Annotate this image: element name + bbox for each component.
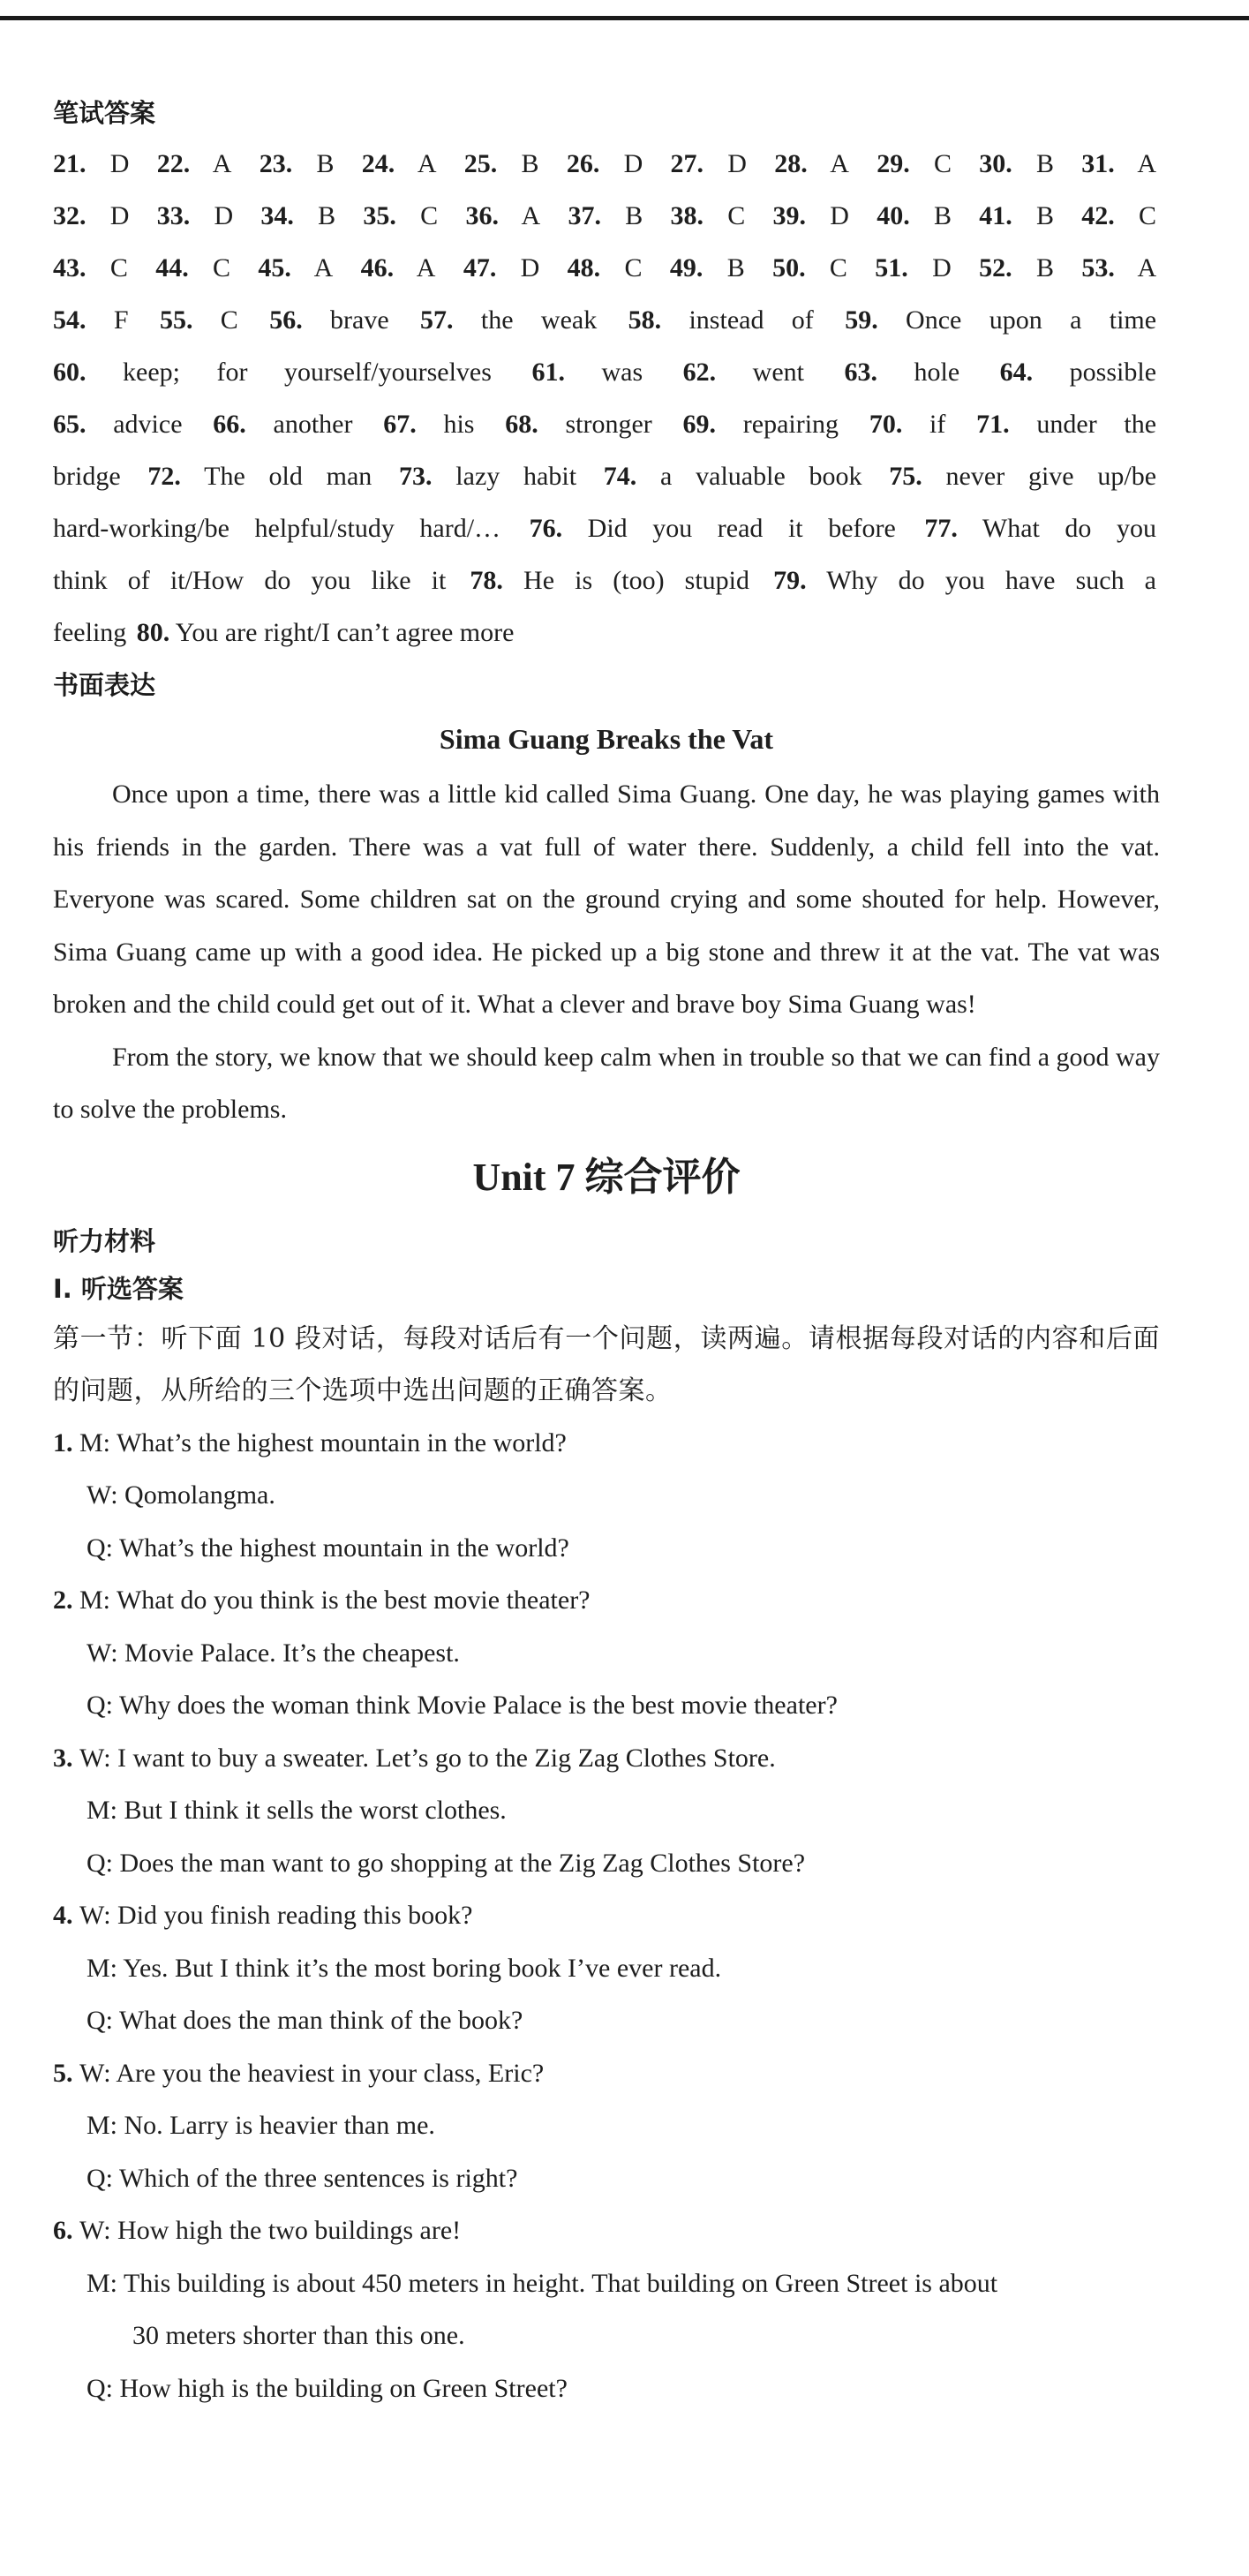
answer-text: What do you	[957, 514, 1156, 543]
answer-text: never give up/be	[922, 462, 1157, 491]
answer-number: 49.	[669, 253, 704, 282]
answer-text: was	[564, 358, 643, 387]
answer-line	[53, 294, 1160, 346]
answer-item	[464, 149, 539, 178]
dialogue-number: 5.	[53, 2058, 79, 2088]
answer-text: stronger	[538, 410, 652, 439]
answer-item	[1000, 358, 1156, 387]
answer-number: 23.	[259, 149, 293, 178]
answer-text: B	[1012, 253, 1054, 282]
answer-item	[979, 253, 1054, 282]
answer-number: 32.	[53, 201, 87, 230]
answer-item	[213, 410, 352, 439]
answer-text: instead of	[661, 305, 814, 335]
answer-item	[505, 410, 652, 439]
dialogue-text: M: What do you think is the best movie theater?	[79, 1586, 591, 1615]
dialogue-text: W: Did you finish reading this book?	[79, 1901, 473, 1930]
content	[53, 88, 1160, 2414]
answer-text: C	[86, 253, 128, 282]
answer-item	[568, 201, 643, 230]
answer-number: 41.	[979, 201, 1012, 230]
answer-number: 80.	[136, 618, 170, 647]
answer-number: 70.	[869, 410, 903, 439]
answer-item	[1081, 253, 1156, 282]
answer-item	[53, 358, 492, 387]
answer-text: He is (too) stupid	[502, 566, 750, 595]
answer-item	[157, 201, 233, 230]
answer-number: 55.	[159, 305, 193, 335]
answer-text: B	[909, 201, 952, 230]
answer-number: 63.	[844, 358, 877, 387]
answer-number: 51.	[875, 253, 908, 282]
answer-number: 24.	[361, 149, 395, 178]
dialogue-line	[53, 2099, 1160, 2152]
answer-item	[845, 305, 1156, 335]
answer-item	[671, 149, 747, 178]
answer-line	[53, 398, 1160, 450]
answer-text: D	[190, 201, 234, 230]
answer-text: A	[1114, 253, 1157, 282]
answer-text: C	[395, 201, 439, 230]
answer-item	[774, 149, 849, 178]
answer-text: feeling	[53, 618, 127, 647]
answer-number: 75.	[889, 462, 922, 491]
dialogue-line	[53, 1522, 1160, 1575]
answer-item	[1081, 201, 1156, 230]
answer-number: 65.	[53, 410, 87, 439]
dialogue-line	[53, 1784, 1160, 1837]
answer-item	[844, 358, 959, 387]
dialogue-line	[53, 2204, 1160, 2257]
answer-text: hard-working/be helpful/study hard/…	[53, 514, 501, 543]
answer-line	[53, 502, 1160, 554]
dialogue-list	[53, 1417, 1160, 2415]
answer-number: 61.	[531, 358, 565, 387]
answer-number: 52.	[979, 253, 1012, 282]
answer-text: C	[188, 253, 231, 282]
answer-item	[773, 566, 1156, 595]
answer-number: 58.	[628, 305, 662, 335]
answer-line	[53, 450, 1160, 502]
answer-number: 71.	[976, 410, 1010, 439]
answer-number: 29.	[877, 149, 910, 178]
answer-text: a valuable book	[636, 462, 862, 491]
answer-text: B	[600, 201, 643, 230]
answer-item	[53, 410, 183, 439]
dialogue-line	[53, 2257, 1160, 2310]
answer-number: 64.	[999, 358, 1034, 387]
dialogue-line	[53, 2362, 1160, 2415]
dialogue-text: M: But I think it sells the worst clothes.	[87, 1796, 507, 1825]
answer-number: 34.	[260, 201, 294, 230]
answer-line	[53, 138, 1160, 190]
answer-number: 47.	[463, 253, 497, 282]
answer-key	[53, 138, 1160, 659]
answer-text: A	[190, 149, 232, 178]
answer-number: 74.	[603, 462, 637, 491]
answer-text: B	[497, 149, 539, 178]
dialogue-text: Q: How high is the building on Green Street?	[87, 2373, 568, 2403]
answer-text: Did you read it before	[562, 514, 896, 543]
answer-text: C	[805, 253, 847, 282]
answer-item	[420, 305, 597, 335]
answer-item	[772, 253, 847, 282]
answer-number: 79.	[773, 566, 807, 595]
answer-number: 26.	[566, 149, 600, 178]
answer-item	[383, 410, 474, 439]
answer-text: C	[600, 253, 643, 282]
answer-text: D	[86, 149, 130, 178]
answer-number: 56.	[269, 305, 303, 335]
dialogue-line	[53, 1732, 1160, 1785]
answer-text: the weak	[453, 305, 598, 335]
answer-line	[53, 346, 1160, 398]
answer-text: You are right/I can’t agree more	[169, 618, 515, 647]
dialogue-line	[53, 1889, 1160, 1942]
answer-number: 44.	[155, 253, 189, 282]
answer-number: 59.	[845, 305, 878, 335]
dialogue-text: W: Are you the heaviest in your class, Eric?	[79, 2058, 545, 2088]
answer-number: 62.	[682, 358, 717, 387]
answer-number: 36.	[465, 201, 499, 230]
answer-item	[160, 305, 238, 335]
answer-line	[53, 242, 1160, 294]
answer-text: B	[293, 201, 336, 230]
answer-text: A	[394, 253, 436, 282]
answer-number: 46.	[360, 253, 395, 282]
listening-instruction: 第一节：听下面 10 段对话，每段对话后有一个问题，读两遍。请根据每段对话的内容和后面的问题，从所给的三个选项中选出问题的正确答案。	[53, 1322, 1160, 1406]
dialogue-text: Q: What does the man think of the book?	[87, 2006, 523, 2035]
answer-number: 22.	[156, 149, 191, 178]
answer-number: 67.	[383, 410, 417, 439]
answer-item	[670, 253, 745, 282]
answer-item	[628, 305, 814, 335]
answer-text: B	[1012, 201, 1055, 230]
answer-item	[875, 253, 952, 282]
answer-number: 73.	[399, 462, 433, 491]
written-answers-heading: 笔试答案	[53, 98, 156, 128]
unit-title: Unit 7 综合评价	[472, 1155, 741, 1199]
answer-item	[260, 149, 335, 178]
dialogue-text: Q: Which of the three sentences is right?	[87, 2163, 518, 2193]
answer-text: under the	[1009, 410, 1157, 439]
answer-item	[1081, 149, 1156, 178]
answer-item	[531, 358, 643, 387]
answer-text: brave	[302, 305, 389, 335]
answer-text: D	[907, 253, 952, 282]
answer-item	[258, 253, 333, 282]
answer-item	[53, 253, 128, 282]
answer-item	[147, 462, 372, 491]
answer-number: 77.	[924, 514, 958, 543]
dialogue-text: W: How high the two buildings are!	[79, 2216, 462, 2245]
answer-item	[399, 462, 576, 491]
answer-text: Once upon a time	[877, 305, 1157, 335]
answer-number: 31.	[1081, 149, 1115, 178]
answer-item	[773, 201, 849, 230]
answer-number: 28.	[774, 149, 808, 178]
answer-text: D	[599, 149, 643, 178]
answer-item	[53, 514, 500, 543]
listening-part-heading: Ⅰ. 听选答案	[53, 1273, 184, 1304]
dialogue-text: W: Movie Palace. It’s the cheapest.	[87, 1638, 460, 1668]
dialogue-number: 1.	[53, 1427, 79, 1457]
answer-text: B	[1012, 149, 1055, 178]
answer-number: 45.	[258, 253, 291, 282]
dialogue-line	[53, 1837, 1160, 1890]
essay-paragraph-2: From the story, we know that we should keep calm when in trouble so that we can find a good way to solve the problems.	[53, 1042, 1160, 1124]
answer-text: A	[395, 149, 437, 178]
answer-number: 66.	[213, 410, 246, 439]
listening-heading: 听力材料	[53, 1225, 156, 1256]
answer-text: D	[496, 253, 540, 282]
answer-number: 35.	[363, 201, 396, 230]
answer-item	[269, 305, 388, 335]
answer-item	[683, 358, 804, 387]
dialogue-continuation	[53, 2309, 1160, 2362]
answer-item	[604, 462, 862, 491]
answer-item	[137, 618, 515, 647]
answer-item	[53, 201, 129, 230]
dialogue-number: 4.	[53, 1901, 79, 1930]
answer-item	[53, 566, 446, 595]
answer-item	[530, 514, 896, 543]
answer-text: C	[1114, 201, 1157, 230]
answer-number: 43.	[53, 253, 87, 282]
answer-text: repairing	[716, 410, 839, 439]
answer-number: 48.	[567, 253, 601, 282]
answer-item	[363, 201, 438, 230]
dialogue-text: Q: Why does the woman think Movie Palace is the best movie theater?	[87, 1691, 838, 1720]
answer-item	[869, 410, 946, 439]
dialogue-line	[53, 1469, 1160, 1522]
answer-item	[683, 410, 839, 439]
answer-number: 21.	[53, 149, 87, 178]
answer-text: F	[86, 305, 129, 335]
answer-number: 42.	[1081, 201, 1115, 230]
dialogue-text: Q: Does the man want to go shopping at the Zig Zag Clothes Store?	[87, 1848, 806, 1878]
answer-text: B	[292, 149, 335, 178]
answer-text: D	[806, 201, 849, 230]
answer-text: think of it/How do you like it	[53, 566, 447, 595]
dialogue-text: M: Yes. But I think it’s the most boring book I’ve ever read.	[87, 1953, 722, 1983]
dialogue-text: M: No. Larry is heavier than me.	[87, 2111, 435, 2140]
answer-text: advice	[86, 410, 183, 439]
answer-text: A	[498, 201, 541, 230]
answer-text: went	[716, 358, 804, 387]
answer-item	[463, 253, 540, 282]
answer-text: his	[416, 410, 475, 439]
answer-number: 40.	[877, 201, 910, 230]
answer-text: Why do you have such a	[806, 566, 1156, 595]
dialogue-number: 2.	[53, 1586, 79, 1615]
dialogue-line	[53, 1574, 1160, 1627]
answer-text: A	[1114, 149, 1157, 178]
answer-item	[889, 462, 1156, 491]
answer-text: A	[807, 149, 849, 178]
answer-text: C	[192, 305, 238, 335]
answer-item	[568, 253, 643, 282]
dialogue-line	[53, 1679, 1160, 1732]
answer-item	[157, 149, 232, 178]
answer-item	[260, 201, 335, 230]
answer-text: B	[703, 253, 745, 282]
answer-number: 37.	[568, 201, 601, 230]
answer-number: 68.	[505, 410, 538, 439]
answer-text: The old man	[180, 462, 372, 491]
answer-text: A	[290, 253, 334, 282]
dialogue-line	[53, 1627, 1160, 1680]
answer-number: 72.	[147, 462, 181, 491]
dialogue-line	[53, 1417, 1160, 1470]
answer-text: hole	[877, 358, 960, 387]
answer-text: if	[902, 410, 946, 439]
answer-text: bridge	[53, 462, 121, 491]
answer-item	[470, 566, 749, 595]
answer-item	[53, 305, 129, 335]
answer-text: possible	[1033, 358, 1157, 387]
writing-heading: 书面表达	[53, 670, 156, 700]
answer-item	[567, 149, 643, 178]
essay-paragraph-1: Once upon a time, there was a little kid called Sima Guang. One day, he was playing games with his friends in the garden. There was a vat full of water there. Suddenly, a child fell into the vat. Everyone was scared. Some children sat on the ground crying and some shouted for help. However, Sima Guang came up with a good idea. He picked up a big stone and threw it at the vat. The vat was broken and the child could get out of it. What a clever and brave boy Sima Guang was!	[53, 780, 1160, 1019]
answer-item	[979, 149, 1054, 178]
answer-item	[877, 149, 952, 178]
dialogue-text: M: This building is about 450 meters in height. That building on Green Street is about	[87, 2268, 998, 2298]
answer-number: 78.	[470, 566, 503, 595]
answer-text: C	[704, 201, 746, 230]
dialogue-text: W: I want to buy a sweater. Let’s go to the Zig Zag Clothes Store.	[79, 1743, 776, 1773]
dialogue-line	[53, 2047, 1160, 2100]
answer-number: 57.	[420, 305, 454, 335]
answer-number: 30.	[979, 149, 1012, 178]
answer-number: 27.	[670, 149, 704, 178]
answer-number: 76.	[529, 514, 563, 543]
essay-title: Sima Guang Breaks the Vat	[439, 723, 774, 755]
answer-text: D	[86, 201, 130, 230]
dialogue-line	[53, 2152, 1160, 2205]
answer-item	[924, 514, 1156, 543]
answer-text: keep; for yourself/yourselves	[86, 358, 492, 387]
answer-number: 50.	[772, 253, 806, 282]
answer-item	[465, 201, 540, 230]
answer-item	[361, 253, 436, 282]
dialogue-line	[53, 1994, 1160, 2047]
answer-text: another	[245, 410, 353, 439]
dialogue-text: M: What’s the highest mountain in the world?	[79, 1427, 567, 1457]
dialogue-text: W: Qomolangma.	[87, 1480, 275, 1510]
answer-item	[53, 618, 126, 647]
answer-item	[671, 201, 746, 230]
answer-text: C	[909, 149, 952, 178]
dialogue-text: Q: What’s the highest mountain in the world?	[87, 1533, 569, 1563]
answer-number: 39.	[772, 201, 807, 230]
answer-item	[976, 410, 1156, 439]
answer-text: lazy habit	[432, 462, 577, 491]
answer-item	[877, 201, 952, 230]
dialogue-number: 6.	[53, 2216, 79, 2245]
answer-number: 25.	[463, 149, 498, 178]
answer-number: 38.	[670, 201, 704, 230]
answer-number: 60.	[53, 358, 87, 387]
answer-number: 33.	[156, 201, 191, 230]
answer-item	[53, 462, 121, 491]
answer-item	[979, 201, 1054, 230]
answer-number: 54.	[53, 305, 87, 335]
answer-item	[362, 149, 437, 178]
answer-number: 69.	[682, 410, 717, 439]
answer-text: D	[704, 149, 747, 178]
answer-line	[53, 606, 1160, 659]
dialogue-line	[53, 1942, 1160, 1995]
answer-line	[53, 190, 1160, 242]
answer-number: 53.	[1081, 253, 1115, 282]
dialogue-text: 30 meters shorter than this one.	[132, 2321, 465, 2350]
answer-line	[53, 554, 1160, 606]
dialogue-number: 3.	[53, 1743, 79, 1773]
answer-item	[155, 253, 230, 282]
answer-item	[53, 149, 129, 178]
top-rule	[0, 16, 1249, 20]
